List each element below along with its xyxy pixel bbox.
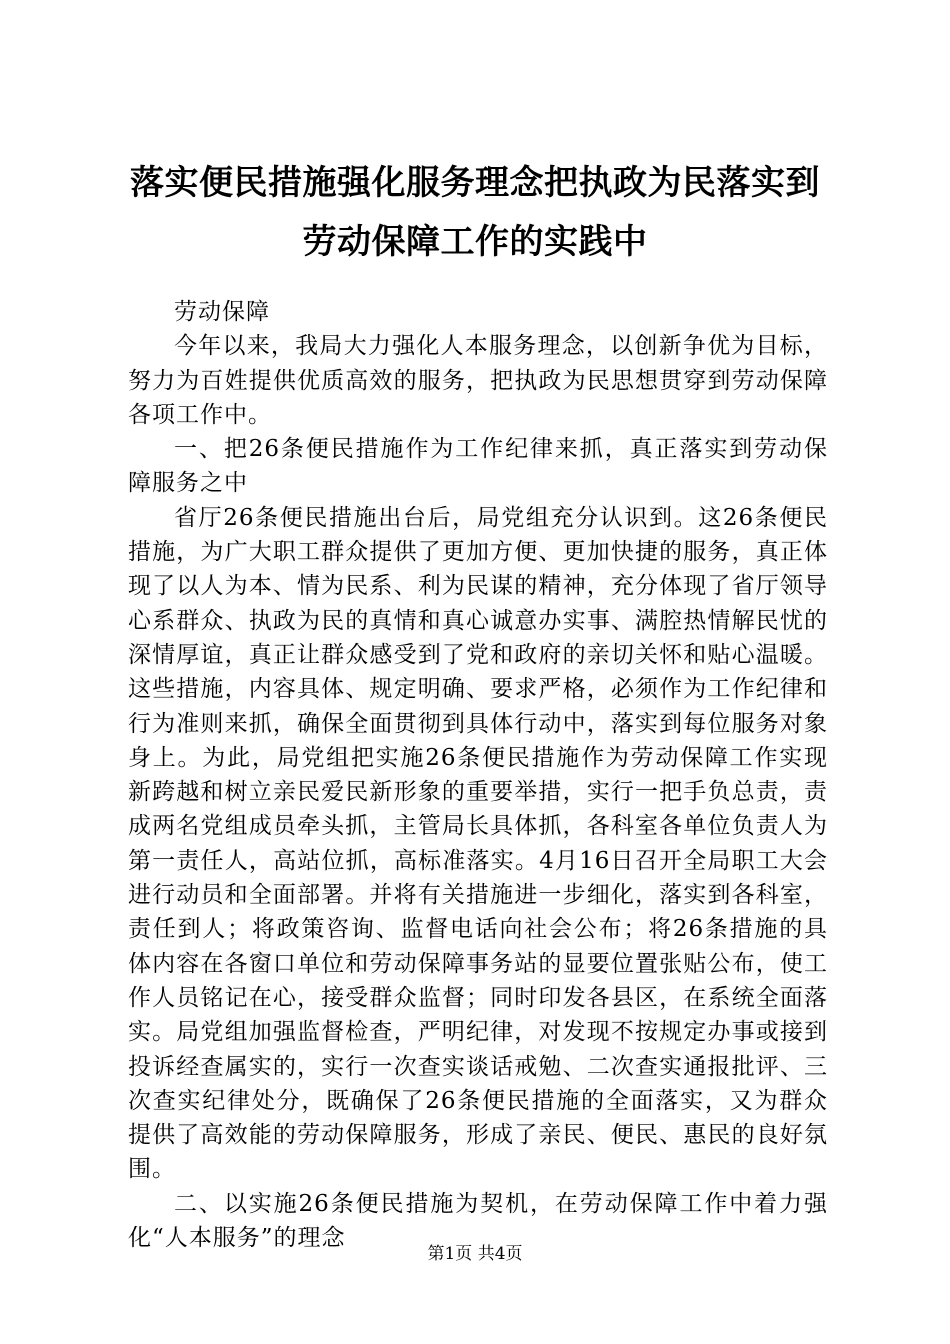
document-body (128, 295, 828, 1255)
document-title-line-1: 落实便民措施强化服务理念把执政为民落实到 (130, 163, 820, 203)
section-heading-1: 一、把26条便民措施作为工作纪律来抓，真正落实到劳动保障服务之中 (128, 436, 828, 497)
section-heading-2: 二、以实施26条便民措施为契机，在劳动保障工作中着力强化“人本服务”的理念 (128, 1190, 828, 1252)
page-number-footer: 第1页 共4页 (427, 1244, 523, 1264)
paragraph-section-1-body: 省厅26条便民措施出台后，局党组充分认识到。这26条便民措施，为广大职工群众提供了更加方便、更加快捷的服务，真正体现了以人为本、情为民系、利为民谋的精神，充分体现了省厅领导心系群众、执政为民的真情和真心诚意办实事、满腔热情解民忧的深情厚谊，真正让群众感受到了党和政府的亲切关怀和贴心温暖。这些措施，内容具体、规定明确、要求严格，必须作为工作纪律和行为准则来抓，确保全面贯彻到具体行动中，落实到每位服务对象身上。为此，局党组把实施26条便民措施作为劳动保障工作实现新跨越和树立亲民爱民新形象的重要举措，实行一把手负总责，责成两名党组成员牵头抓，主管局长具体抓，各科室各单位负责人为第一责任人，高站位抓，高标准落实。4月16日召开全局职工大会进行动员和全面部署。并将有关措施进一步细化，落实到各科室，责任到人；将政策咨询、监督电话向社会公布；将26条措施的具体内容在各窗口单位和劳动保障事务站的显要位置张贴公布，使工作人员铭记在心，接受群众监督；同时印发各县区，在系统全面落实。局党组加强监督检查，严明纪律，对发现不按规定办事或接到投诉经查属实的，实行一次查实谈话戒勉、二次查实通报批评、三次查实纪律处分，既确保了26条便民措施的全面落实，又为群众提供了高效能的劳动保障服务，形成了亲民、便民、惠民的良好氛围。 (128, 504, 828, 1183)
document-title-line-2: 劳动保障工作的实践中 (302, 222, 648, 262)
paragraph-intro: 今年以来，我局大力强化人本服务理念，以创新争优为目标，努力为百姓提供优质高效的服务，把执政为民思想贯穿到劳动保障各项工作中。 (128, 333, 828, 428)
paragraph-keyword: 劳动保障 (174, 299, 270, 325)
